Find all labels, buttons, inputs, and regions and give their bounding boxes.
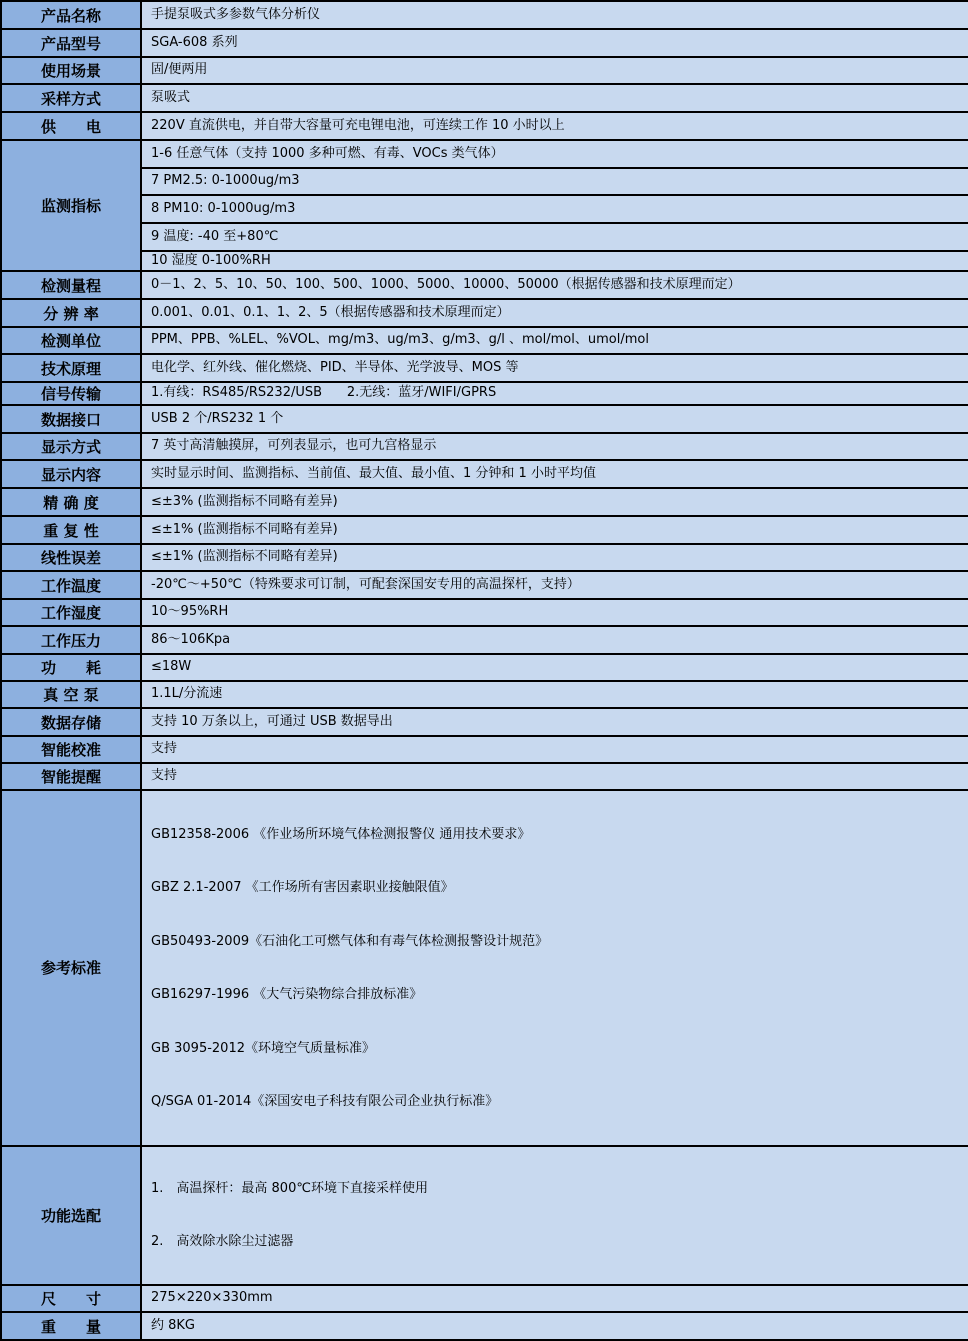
reference-standard-line: GB 3095-2012《环境空气质量标准》	[151, 1040, 375, 1056]
reference-standard-line: GBZ 2.1-2007 《工作场所有害因素职业接触限值》	[151, 880, 454, 895]
label-optional-features: 功能选配	[1, 1146, 141, 1286]
table-row	[1, 626, 968, 654]
value-linearity-error: ≤±1% (监测指标不同略有差异)	[141, 544, 968, 571]
label-sampling-method: 采样方式	[1, 84, 141, 112]
value-monitoring-indicator-1: 1-6 任意气体（支持 1000 多种可燃、有毒、VOCs 类气体）	[141, 140, 968, 168]
label-signal-transmission: 信号传输	[1, 382, 141, 405]
label-vacuum-pump: 真 空 泵	[1, 681, 141, 708]
value-monitoring-indicator-2: 7 PM2.5: 0-1000ug/m3	[141, 168, 968, 195]
reference-standard-line: GB12358-2006 《作业场所环境气体检测报警仪 通用技术要求》	[151, 826, 531, 842]
value-power-consumption: ≤18W	[141, 654, 968, 681]
reference-standard-line: GB16297-1996 《大气污染物综合排放标准》	[151, 987, 423, 1002]
value-monitoring-indicator-4: 9 温度: -40 至+80℃	[141, 223, 968, 251]
table-row	[1, 763, 968, 790]
reference-standard-line: Q/SGA 01-2014《深国安电子科技有限公司企业执行标准》	[151, 1094, 499, 1109]
table-row	[1, 433, 968, 460]
value-monitoring-indicator-5: 10 湿度 0-100%RH	[141, 251, 968, 271]
table-row	[1, 251, 968, 271]
label-working-temperature: 工作温度	[1, 571, 141, 599]
value-product-name: 手提泵吸式多参数气体分析仪	[141, 1, 968, 29]
value-smart-reminder: 支持	[141, 763, 968, 790]
table-row	[1, 681, 968, 708]
label-detection-units: 检测单位	[1, 327, 141, 354]
table-row	[1, 354, 968, 382]
value-vacuum-pump: 1.1L/分流速	[141, 681, 968, 708]
table-row	[1, 599, 968, 626]
label-display-content: 显示内容	[1, 460, 141, 488]
label-smart-reminder: 智能提醒	[1, 763, 141, 790]
table-row	[1, 571, 968, 599]
table-row	[1, 223, 968, 251]
optional-feature-line: 2. 高效除水除尘过滤器	[151, 1233, 294, 1249]
table-row	[1, 195, 968, 223]
table-row	[1, 460, 968, 488]
label-technical-principle: 技术原理	[1, 354, 141, 382]
label-accuracy: 精 确 度	[1, 488, 141, 516]
value-resolution: 0.001、0.01、0.1、1、2、5（根据传感器和技术原理而定）	[141, 299, 968, 327]
label-usage-scenario: 使用场景	[1, 57, 141, 84]
value-reference-standards	[141, 790, 968, 1146]
value-display-mode: 7 英寸高清触摸屏，可列表显示，也可九宫格显示	[141, 433, 968, 460]
value-data-interface: USB 2 个/RS232 1 个	[141, 405, 968, 433]
optional-feature-line: 1. 高温探杆：最高 800℃环境下直接采样使用	[151, 1181, 428, 1196]
table-row	[1, 271, 968, 299]
value-detection-range: 0－1、2、5、10、50、100、500、1000、5000、10000、50000（根据传感器和技术原理而定）	[141, 271, 968, 299]
table-row	[1, 57, 968, 84]
label-display-mode: 显示方式	[1, 433, 141, 460]
label-product-model: 产品型号	[1, 29, 141, 57]
value-working-pressure: 86～106Kpa	[141, 626, 968, 654]
label-power-consumption: 功 耗	[1, 654, 141, 681]
table-row	[1, 1312, 968, 1340]
value-detection-units: PPM、PPB、%LEL、%VOL、mg/m3、ug/m3、g/m3、g/l 、mol/mol、umol/mol	[141, 327, 968, 354]
label-dimensions: 尺 寸	[1, 1285, 141, 1312]
label-data-storage: 数据存储	[1, 708, 141, 736]
label-working-humidity: 工作湿度	[1, 599, 141, 626]
label-product-name: 产品名称	[1, 1, 141, 29]
label-smart-calibration: 智能校准	[1, 736, 141, 763]
label-detection-range: 检测量程	[1, 271, 141, 299]
label-weight: 重 量	[1, 1312, 141, 1340]
label-monitoring-indicators: 监测指标	[1, 140, 141, 271]
value-technical-principle: 电化学、红外线、催化燃烧、PID、半导体、光学波导、MOS 等	[141, 354, 968, 382]
value-optional-features	[141, 1146, 968, 1286]
table-row	[1, 168, 968, 195]
table-row	[1, 327, 968, 354]
table-row	[1, 544, 968, 571]
value-product-model: SGA-608 系列	[141, 29, 968, 57]
value-usage-scenario: 固/便两用	[141, 57, 968, 84]
table-row	[1, 382, 968, 405]
table-row	[1, 736, 968, 763]
table-row	[1, 488, 968, 516]
value-monitoring-indicator-3: 8 PM10: 0-1000ug/m3	[141, 195, 968, 223]
value-signal-transmission: 1.有线：RS485/RS232/USB 2.无线：蓝牙/WIFI/GPRS	[141, 382, 968, 405]
value-smart-calibration: 支持	[141, 736, 968, 763]
value-accuracy: ≤±3% (监测指标不同略有差异)	[141, 488, 968, 516]
value-weight: 约 8KG	[141, 1312, 968, 1340]
value-display-content: 实时显示时间、监测指标、当前值、最大值、最小值、1 分钟和 1 小时平均值	[141, 460, 968, 488]
value-data-storage: 支持 10 万条以上，可通过 USB 数据导出	[141, 708, 968, 736]
table-row	[1, 516, 968, 544]
table-row	[1, 654, 968, 681]
table-row	[1, 1146, 968, 1286]
value-power-supply: 220V 直流供电，并自带大容量可充电锂电池，可连续工作 10 小时以上	[141, 112, 968, 140]
table-row	[1, 140, 968, 168]
label-reference-standards: 参考标准	[1, 790, 141, 1146]
label-power-supply: 供 电	[1, 112, 141, 140]
table-row	[1, 29, 968, 57]
table-row	[1, 708, 968, 736]
table-row	[1, 790, 968, 1146]
label-data-interface: 数据接口	[1, 405, 141, 433]
table-row	[1, 1285, 968, 1312]
label-repeatability: 重 复 性	[1, 516, 141, 544]
value-working-temperature: -20℃～+50℃（特殊要求可订制，可配套深国安专用的高温探杆，支持）	[141, 571, 968, 599]
table-row	[1, 299, 968, 327]
label-linearity-error: 线性误差	[1, 544, 141, 571]
label-resolution: 分 辨 率	[1, 299, 141, 327]
value-sampling-method: 泵吸式	[141, 84, 968, 112]
value-working-humidity: 10～95%RH	[141, 599, 968, 626]
label-working-pressure: 工作压力	[1, 626, 141, 654]
value-dimensions: 275×220×330mm	[141, 1285, 968, 1312]
table-row	[1, 405, 968, 433]
table-row	[1, 112, 968, 140]
table-row	[1, 1, 968, 29]
value-repeatability: ≤±1% (监测指标不同略有差异)	[141, 516, 968, 544]
reference-standard-line: GB50493-2009《石油化工可燃气体和有毒气体检测报警设计规范》	[151, 933, 549, 949]
table-row	[1, 84, 968, 112]
